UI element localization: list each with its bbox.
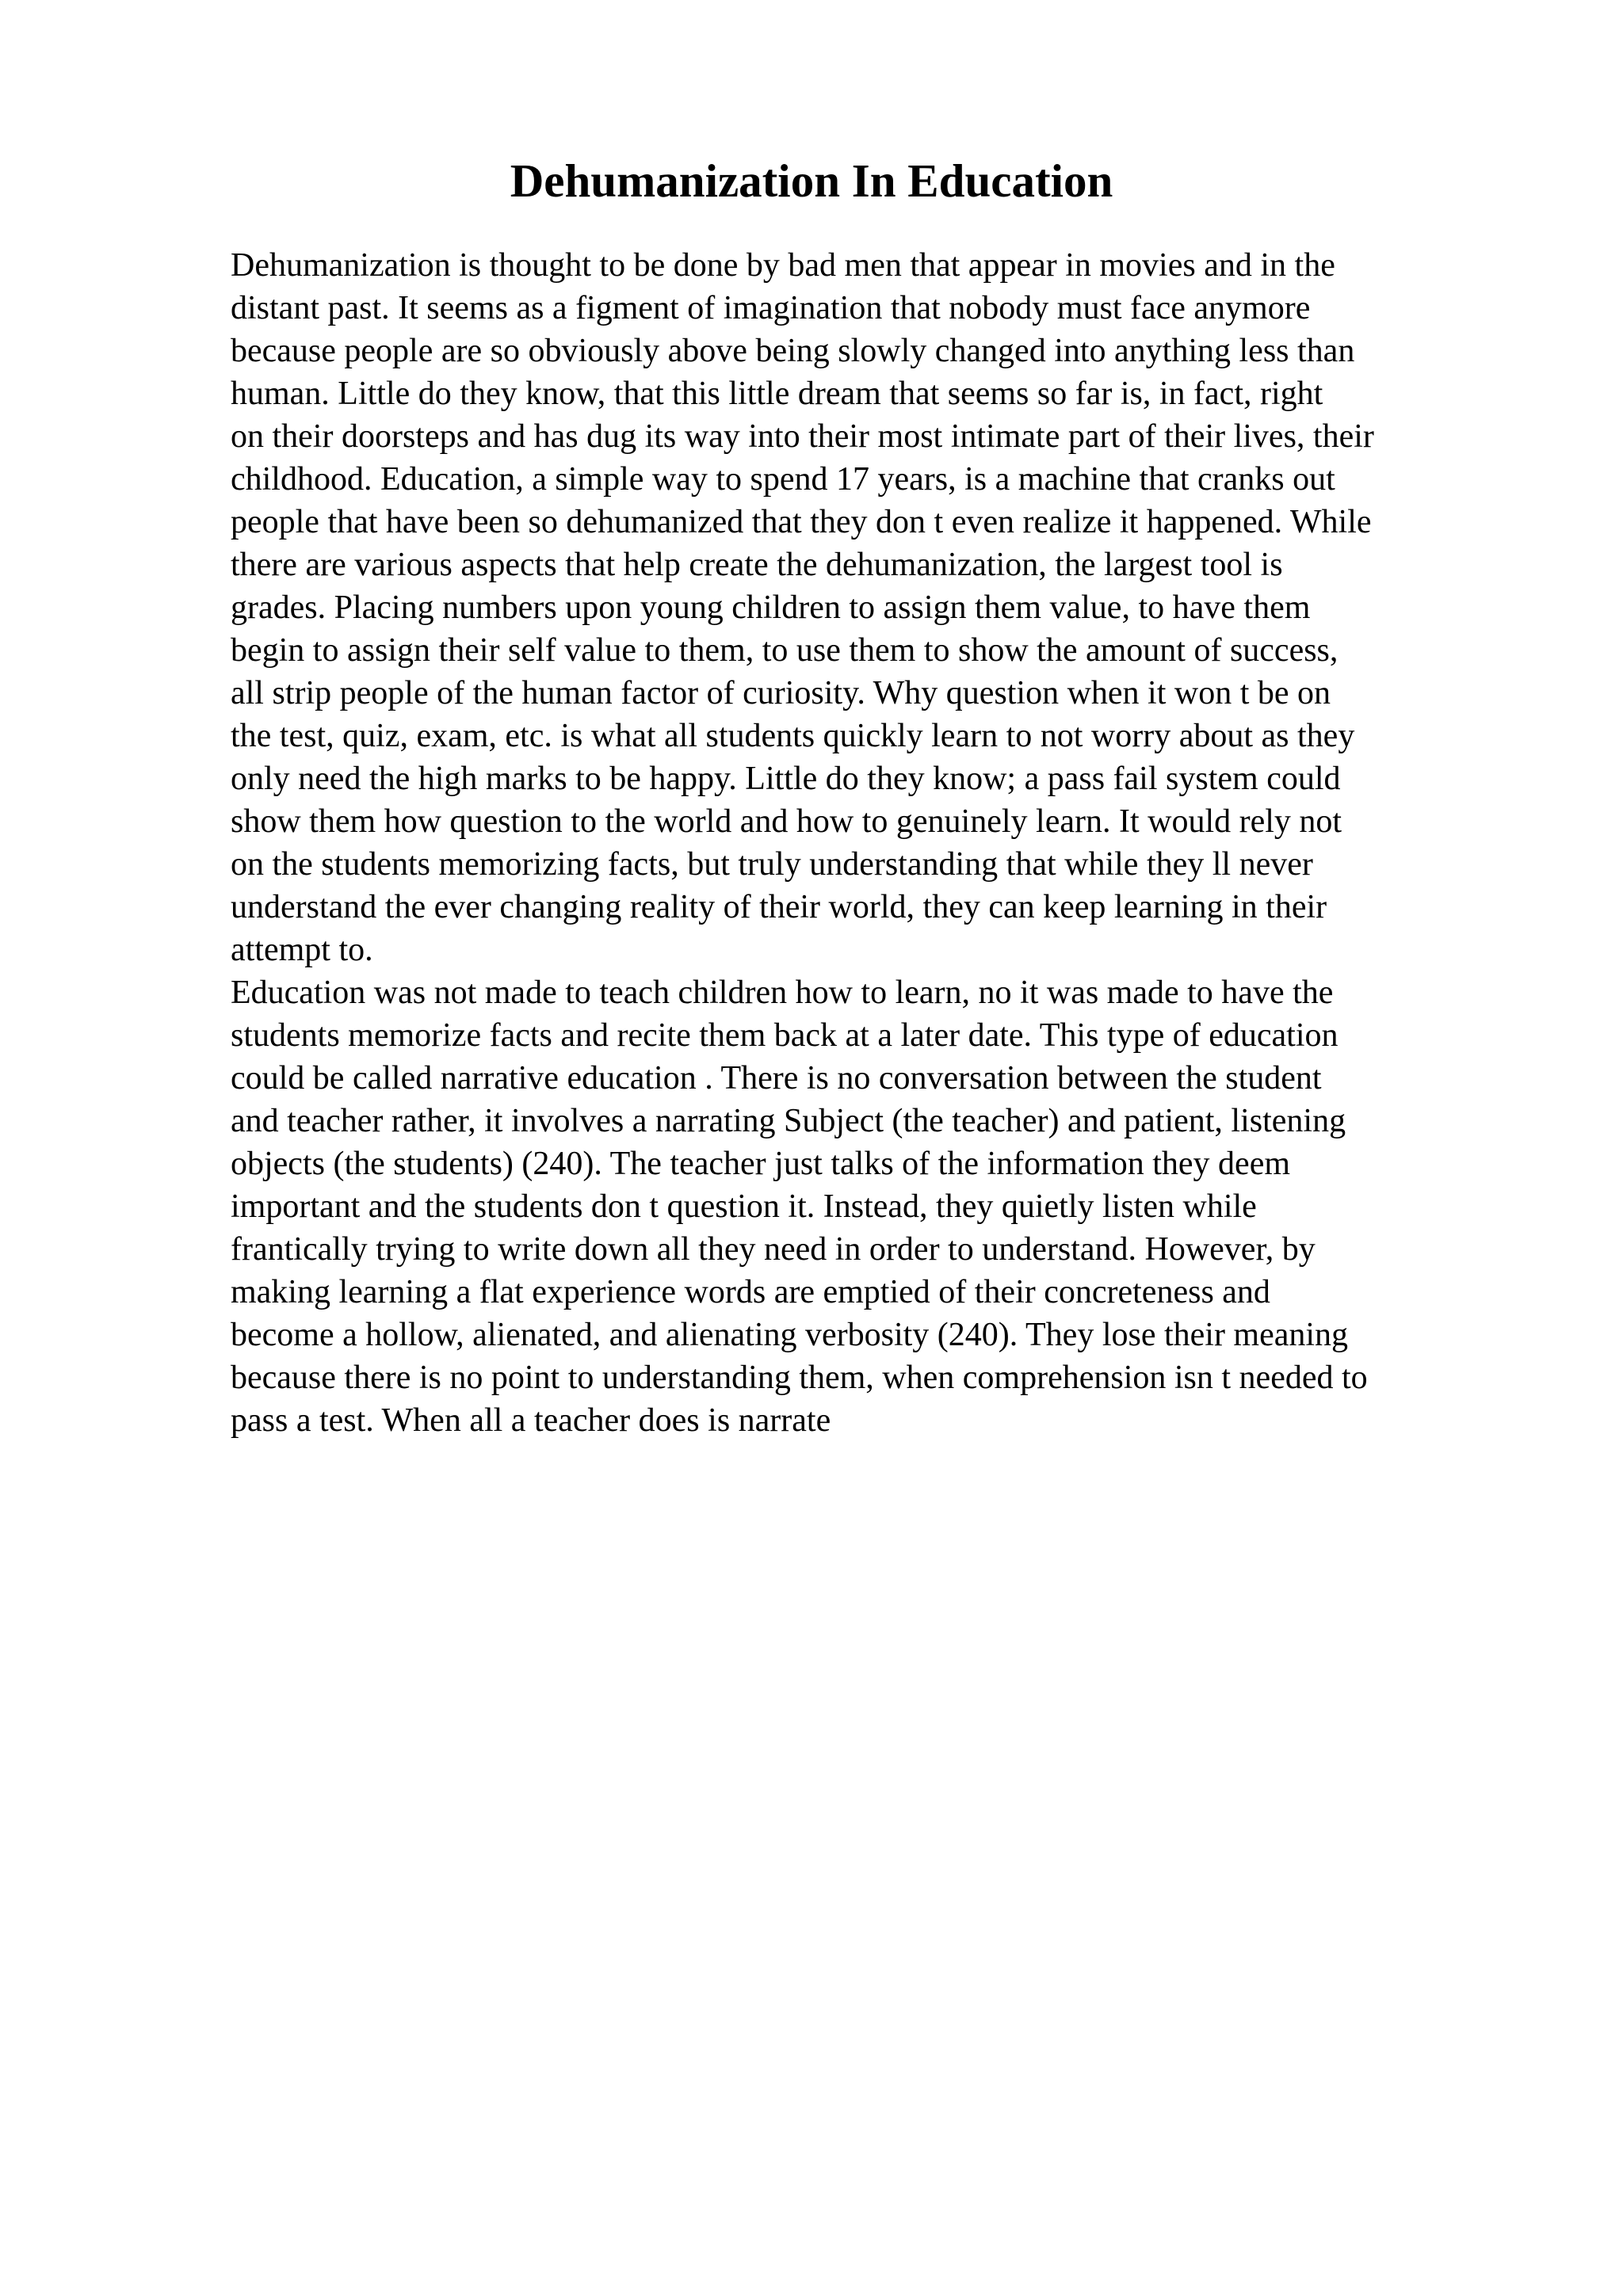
text-line: understand the ever changing reality of their world, they can keep learning in their [231,889,1327,925]
text-line: all strip people of the human factor of curiosity. Why question when it won t be on [231,675,1331,711]
text-line: students memorize facts and recite them back at a later date. This type of education [231,1017,1338,1054]
text-line: pass a test. When all a teacher does is narrate [231,1402,831,1439]
text-line: human. Little do they know, that this little dream that seems so far is, in fact, right [231,376,1323,412]
text-line: on the students memorizing facts, but truly understanding that while they ll never [231,846,1313,883]
text-line: childhood. Education, a simple way to spend 17 years, is a machine that cranks out [231,461,1335,498]
text-line: frantically trying to write down all they need in order to understand. However, by [231,1231,1316,1268]
text-line: because there is no point to understanding them, when comprehension isn t needed to [231,1360,1368,1396]
text-line: important and the students don t question it. Instead, they quietly listen while [231,1188,1257,1225]
text-line: Dehumanization is thought to be done by bad men that appear in movies and in the [231,247,1335,284]
document-body [231,244,1538,1442]
text-line: making learning a flat experience words are emptied of their concreteness and [231,1274,1270,1310]
text-line: grades. Placing numbers upon young children to assign them value, to have them [231,589,1311,626]
text-line: could be called narrative education . There is no conversation between the student [231,1060,1322,1097]
text-line: only need the high marks to be happy. Little do they know; a pass fail system could [231,761,1341,797]
text-line: attempt to. [231,932,373,968]
text-line: the test, quiz, exam, etc. is what all students quickly learn to not worry about as they [231,718,1355,754]
text-line: begin to assign their self value to them, to use them to show the amount of success, [231,632,1338,669]
text-line: show them how question to the world and how to genuinely learn. It would rely not [231,803,1342,840]
text-line: there are various aspects that help create the dehumanization, the largest tool is [231,547,1283,583]
text-line: distant past. It seems as a figment of imagination that nobody must face anymore [231,290,1311,326]
document-title: Dehumanization In Education [510,154,1113,207]
text-line: become a hollow, alienated, and alienating verbosity (240). They lose their meaning [231,1317,1349,1353]
text-line: people that have been so dehumanized that they don t even realize it happened. While [231,504,1372,540]
text-line: and teacher rather, it involves a narrating Subject (the teacher) and patient, listening [231,1103,1346,1139]
text-line: because people are so obviously above being slowly changed into anything less than [231,333,1355,369]
text-line: on their doorsteps and has dug its way into their most intimate part of their lives, their [231,418,1374,455]
text-line: objects (the students) (240). The teacher just talks of the information they deem [231,1146,1291,1182]
text-line: Education was not made to teach children how to learn, no it was made to have the [231,974,1334,1011]
